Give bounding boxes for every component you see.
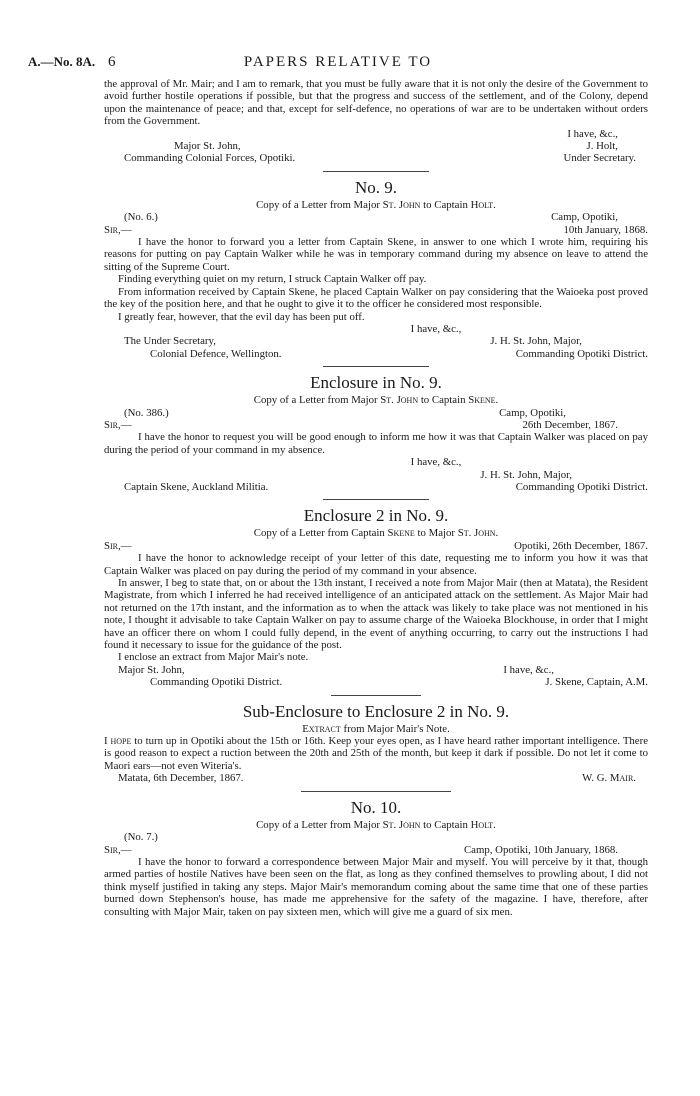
section-heading: Enclosure in No. 9. xyxy=(310,373,442,393)
addressee: Major St. John, xyxy=(174,140,241,153)
paragraph-text: to turn up in Opotiki about the 15th or 16th. Keep your eyes open, as I have heard rather important intelligence. There is good reason to expect a ruction between the 20th and 25th of the month, but keep it dark if possible. Do not let it come to Maori ears—not even Witeria's. xyxy=(104,735,648,772)
page-body xyxy=(104,78,648,918)
signature: J. Holt, xyxy=(586,140,618,153)
sender-name: Skene xyxy=(387,527,415,540)
letter-date: 10th January, 1868. xyxy=(563,223,648,236)
paragraph: I have the honor to request you will be good enough to inform me how it was that Captain Walker was placed on pay during the period of your command in my absence. xyxy=(104,431,648,456)
signature: J. H. St. John, Major, xyxy=(490,335,582,348)
signature: W. G. Mair. xyxy=(582,772,636,785)
subtitle-text: Copy of a Letter from Major xyxy=(253,394,378,407)
salutation: Sir,— xyxy=(104,223,132,236)
running-title: PAPERS RELATIVE TO xyxy=(243,54,433,70)
section-divider xyxy=(323,499,429,500)
letter-place: Camp, Opotiki, xyxy=(551,211,618,224)
paragraph xyxy=(104,735,648,772)
closing: I have, &c., xyxy=(567,127,618,140)
subtitle-text: from Major Mair's Note. xyxy=(343,722,450,735)
subtitle-text: Copy of a Letter from Major xyxy=(256,818,380,831)
section-divider xyxy=(323,366,429,367)
letter-ref: (No. 386.) xyxy=(124,406,169,419)
recipient-name: St. John. xyxy=(457,527,499,540)
signature-row xyxy=(104,676,648,688)
paragraph: the approval of Mr. Mair; and I am to remark, that you must be fully aware that it is not only the desire of the Government to avoid further hostile operations if possible, but that the progress and success of the settlement, and of the Colony, depend upon the maintenance of peace; and that, except for self-defence, no operations of war are to be undertaken without orders from the Government. xyxy=(104,78,648,128)
document-reference: A.—No. 8A. xyxy=(28,54,96,69)
paragraph: From information received by Captain Skene, he placed Captain Walker on pay considering that the Waioeka post proved the key of the position here, and that he ought to give it to the officer he considered most responsible. xyxy=(104,285,648,311)
letter-head-row xyxy=(104,224,648,236)
addressee: Major St. John, xyxy=(118,663,185,676)
letter-head-row xyxy=(104,407,648,419)
subtitle-text: to Major xyxy=(417,527,456,540)
letter-date: 26th December, 1867. xyxy=(522,418,618,431)
signature-row xyxy=(104,664,648,676)
closing: I have, &c., xyxy=(503,663,554,676)
closing: I have, &c., xyxy=(410,322,462,335)
paragraph: I have the honor to forward a correspondence between Major Mair and myself. You will perceive by it that, though armed parties of hostile Natives have been seen on the flat, as long as they confined themselves to prowling about, I did not think myself justified in taking any steps. Major Mair's memorandum coming about the same time that one of these parties burned down Stephenson's house, has made me apprehensive for the safety of the magazine. I have, therefore, after consulting with Major Mair, taken on pay sixteen men, which will give me a guard of six men. xyxy=(104,855,648,918)
signature-title: Commanding Opotiki District. xyxy=(515,347,648,360)
addressee: Captain Skene, Auckland Militia. xyxy=(124,480,269,493)
signature-row xyxy=(104,152,648,164)
section-subtitle xyxy=(104,527,648,539)
place-date: Matata, 6th December, 1867. xyxy=(118,772,244,785)
paragraph-lead: I hope xyxy=(104,735,132,748)
sender-name: St. John xyxy=(382,198,421,211)
paragraph: In answer, I beg to state that, on or about the 13th instant, I received a note from Major Mair (then at Matata), the Resident Magistrate, from which I inferred he had received intelligence of an anticipated attack on the settlement. As Major Mair had not returned on the 17th instant, and the information as to when the attack was likely to take place was not mentioned in his note, I thought it advisable to take Captain Walker on pay to assume charge of the Waioeka Blockhouse, in order that I might have an officer there on whom I could fully depend, in the event of anything occurring, to carry out the instructions I had found it necessary to issue for the guidance of the post. xyxy=(104,577,648,652)
addressee: Colonial Defence, Wellington. xyxy=(150,347,282,360)
subtitle-text: to Captain xyxy=(420,394,466,407)
signature-row xyxy=(104,335,648,347)
enclosure-in-no-9 xyxy=(104,373,648,493)
section-heading: No. 9. xyxy=(354,177,398,197)
section-divider xyxy=(323,171,429,172)
sender-name: St. John xyxy=(380,394,419,407)
subtitle-text: Copy of a Letter from Captain xyxy=(253,527,385,540)
recipient-name: Skene. xyxy=(468,394,499,407)
sender-name: St. John xyxy=(382,818,421,831)
sub-enclosure xyxy=(104,702,648,785)
signature-row xyxy=(104,348,648,360)
signature-title: Under Secretary. xyxy=(563,152,636,165)
signature: J. H. St. John, Major, xyxy=(480,468,572,481)
previous-letter-continuation xyxy=(104,78,648,165)
subtitle-text: to Captain xyxy=(423,818,468,831)
letter-place: Camp, Opotiki, xyxy=(499,406,566,419)
signature: J. Skene, Captain, A.M. xyxy=(545,676,648,689)
section-heading: No. 10. xyxy=(350,797,402,817)
section-subtitle xyxy=(104,723,648,735)
addressee: The Under Secretary, xyxy=(124,335,216,348)
page-header xyxy=(28,54,648,78)
signature-row xyxy=(104,140,648,152)
letter-head-row xyxy=(104,844,648,856)
section-subtitle xyxy=(104,199,648,211)
paragraph: I have the honor to forward you a letter from Captain Skene, in answer to one which I wrote him, requiring his reasons for putting on pay Captain Walker while he was in temporary command during my absence on leave to attend the sitting of the Supreme Court. xyxy=(104,236,648,273)
enclosure-2-in-no-9 xyxy=(104,506,648,688)
signature-row xyxy=(104,481,648,493)
signature-row xyxy=(104,772,648,784)
letter-head-row xyxy=(104,211,648,223)
letter-date: Opotiki, 26th December, 1867. xyxy=(514,539,648,552)
paragraph: I greatly fear, however, that the evil day has been put off. xyxy=(118,310,365,323)
letter-no-10 xyxy=(104,798,648,918)
closing: I have, &c., xyxy=(410,456,462,469)
section-divider xyxy=(301,791,451,792)
page-number: 6 xyxy=(108,54,116,70)
subtitle-text: to Captain xyxy=(423,198,468,211)
letter-no-9 xyxy=(104,178,648,360)
salutation: Sir,— xyxy=(104,418,132,431)
subtitle-text: Copy of a Letter from Major xyxy=(256,198,380,211)
subtitle-text: Extract xyxy=(302,722,341,735)
section-subtitle xyxy=(104,819,648,831)
paragraph: I have the honor to acknowledge receipt of your letter of this date, requesting me to inform you how it was that Captain Walker was placed on pay during the period of my command in your absence. xyxy=(104,552,648,577)
section-subtitle xyxy=(104,394,648,406)
letter-head-row xyxy=(104,419,648,431)
addressee: Commanding Opotiki District. xyxy=(150,676,283,689)
addressee: Commanding Colonial Forces, Opotiki. xyxy=(124,152,296,165)
section-heading: Enclosure 2 in No. 9. xyxy=(303,506,449,526)
salutation: Sir,— xyxy=(104,843,132,856)
letter-ref: (No. 6.) xyxy=(124,211,158,224)
recipient-name: Holt. xyxy=(470,198,496,211)
section-heading: Sub-Enclosure to Enclosure 2 in No. 9. xyxy=(242,701,510,721)
signature-title: Commanding Opotiki District. xyxy=(515,480,648,493)
letter-head-row xyxy=(104,540,648,552)
letter-ref: (No. 7.) xyxy=(124,831,158,844)
paragraph: I enclose an extract from Major Mair's note. xyxy=(118,651,309,664)
section-divider xyxy=(331,695,421,696)
letter-date: Camp, Opotiki, 10th January, 1868. xyxy=(463,843,618,856)
salutation: Sir,— xyxy=(104,539,132,552)
recipient-name: Holt. xyxy=(470,818,496,831)
paragraph: Finding everything quiet on my return, I struck Captain Walker off pay. xyxy=(118,273,427,286)
